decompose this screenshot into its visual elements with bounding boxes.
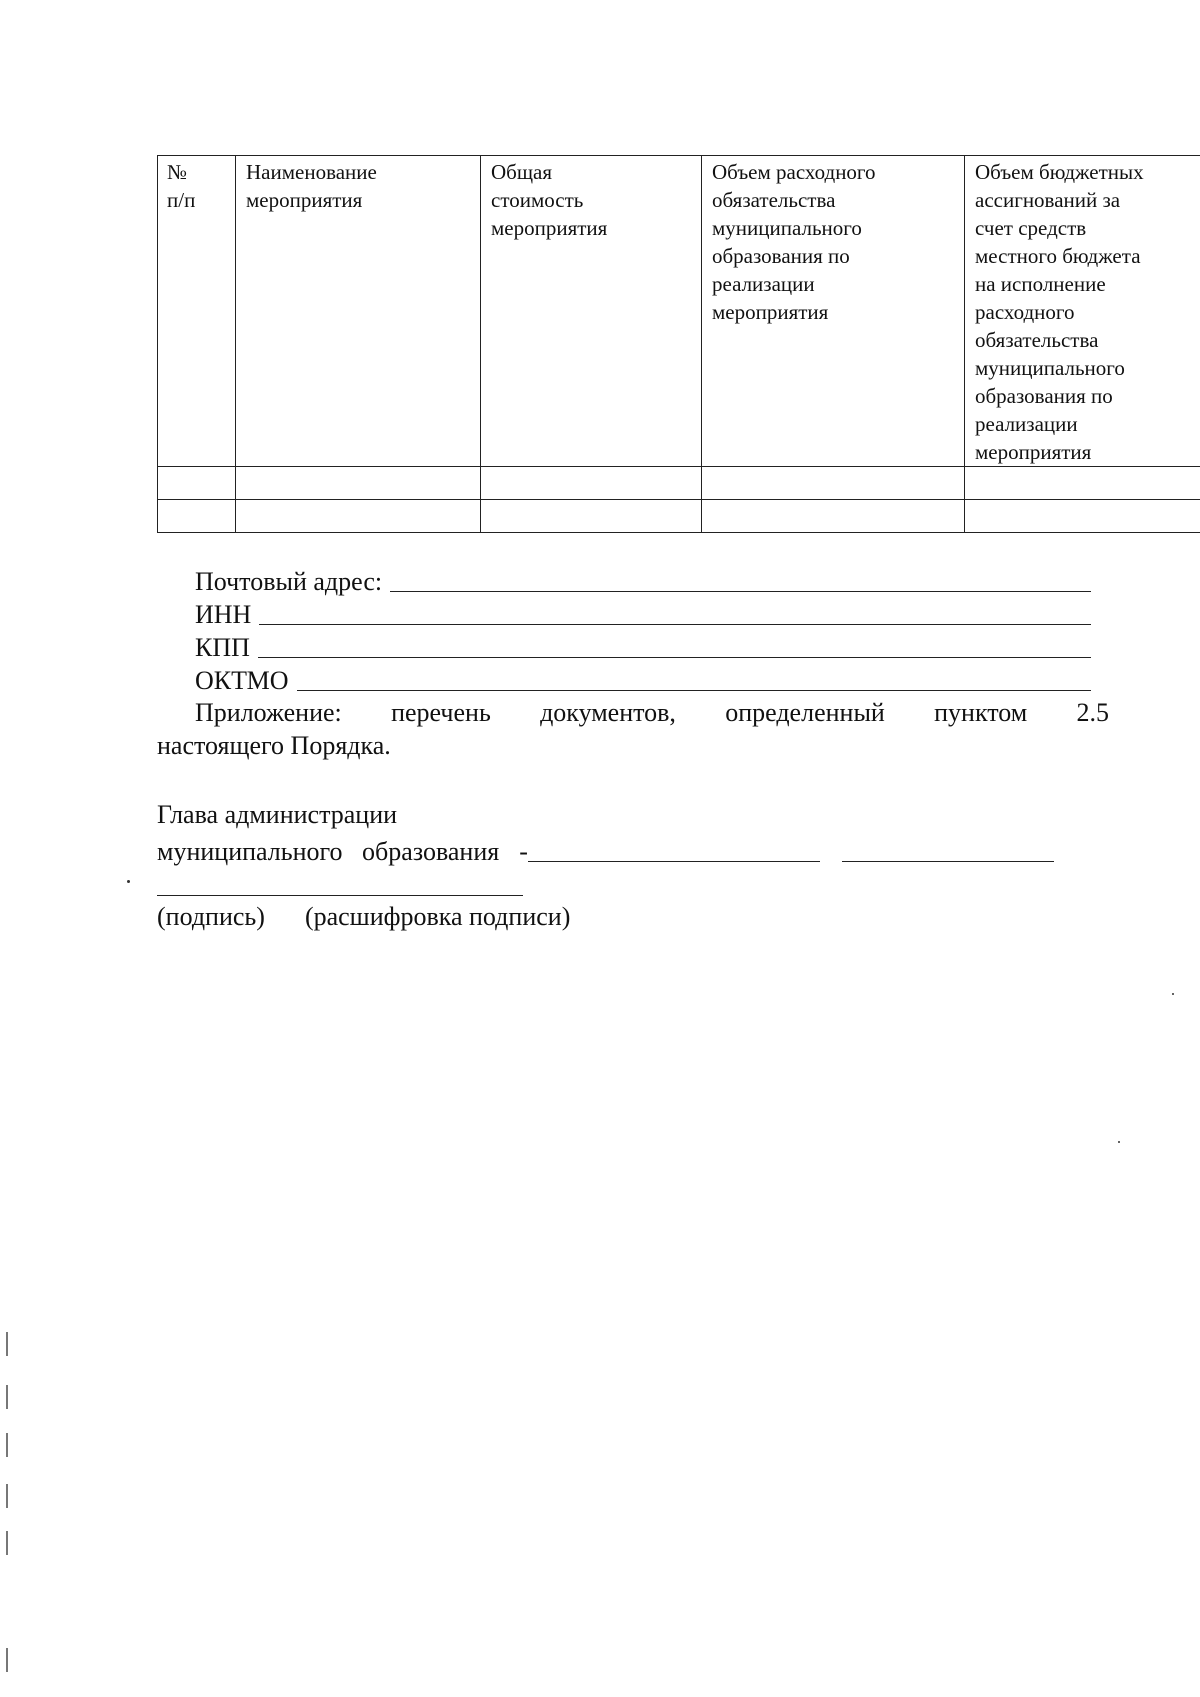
postal-address-field <box>157 564 1109 597</box>
table-cell <box>965 467 1200 500</box>
appendix-line-1 <box>157 696 1109 729</box>
oktmo-blank[interactable] <box>297 690 1091 691</box>
appendix-word: определенный <box>725 698 885 727</box>
inn-blank[interactable] <box>259 624 1091 625</box>
signature-block <box>157 800 1109 932</box>
table-row <box>158 500 1200 533</box>
appendix-word: перечень <box>391 698 491 727</box>
header-cell-number <box>158 156 236 467</box>
kpp-label: КПП <box>195 633 250 662</box>
table-cell <box>481 500 702 533</box>
header-cell-budget-allocations <box>965 156 1200 467</box>
inn-label: ИНН <box>195 600 252 629</box>
header-cell-obligation-volume <box>702 156 965 467</box>
signatory-title-row <box>157 833 1109 867</box>
appendix-word: пунктом <box>934 698 1028 727</box>
scan-edge-mark <box>6 1385 8 1409</box>
signatory-title-line-1: Глава администрации <box>157 800 398 829</box>
appendix-paragraph <box>157 696 1109 762</box>
header-total-cost-text: Общая стоимость мероприятия <box>491 160 608 240</box>
header-cell-total-cost <box>481 156 702 467</box>
appendix-word: документов, <box>540 698 676 727</box>
table-cell <box>702 467 965 500</box>
header-obligation-volume-text: Объем расходного обязательства муниципального образования по реализации мероприятия <box>712 160 876 324</box>
kpp-field <box>157 630 1109 663</box>
appendix-word: 2.5 <box>1076 698 1109 727</box>
postal-address-blank[interactable] <box>390 591 1091 592</box>
scan-edge-mark <box>6 1433 8 1457</box>
oktmo-label: ОКТМО <box>195 666 289 695</box>
kpp-blank[interactable] <box>258 657 1091 658</box>
table-cell <box>236 500 481 533</box>
postal-address-label: Почтовый адрес: <box>195 567 383 596</box>
appendix-line-2: настоящего Порядка. <box>157 731 391 760</box>
measures-table <box>157 155 1200 533</box>
signatory-title-line-2: муниципального образования <box>157 837 500 866</box>
table-cell <box>158 500 236 533</box>
scan-speck <box>127 880 130 883</box>
header-number-text: № п/п <box>167 160 196 212</box>
signatory-dash: - <box>519 837 528 866</box>
signature-decoding-blank[interactable] <box>842 861 1054 862</box>
header-name-text: Наименование мероприятия <box>246 160 377 212</box>
table-cell <box>236 467 481 500</box>
appendix-word: Приложение: <box>195 698 342 727</box>
table-cell <box>965 500 1200 533</box>
signature-underline[interactable] <box>157 895 523 896</box>
signature-captions <box>157 902 1109 932</box>
caption-decoding: (расшифровка подписи) <box>304 902 571 931</box>
caption-signature: (подпись) <box>157 902 265 931</box>
requisites-block <box>157 564 1109 762</box>
table-header-row <box>158 156 1200 467</box>
scan-edge-mark <box>6 1531 8 1555</box>
header-cell-name <box>236 156 481 467</box>
oktmo-field <box>157 663 1109 696</box>
signature-blank[interactable] <box>528 861 820 862</box>
scan-speck <box>1118 1141 1120 1143</box>
scan-speck <box>1172 993 1174 995</box>
header-budget-allocations-text: Объем бюджетных ассигнований за счет средств местного бюджета на исполнение расходного обязательства муниципального образования по реализации мероприятия <box>975 160 1144 464</box>
table-row <box>158 467 1200 500</box>
scan-edge-mark <box>6 1648 8 1672</box>
scan-edge-mark <box>6 1484 8 1508</box>
table-cell <box>481 467 702 500</box>
inn-field <box>157 597 1109 630</box>
table-cell <box>702 500 965 533</box>
table-cell <box>158 467 236 500</box>
scan-edge-mark <box>6 1332 8 1356</box>
